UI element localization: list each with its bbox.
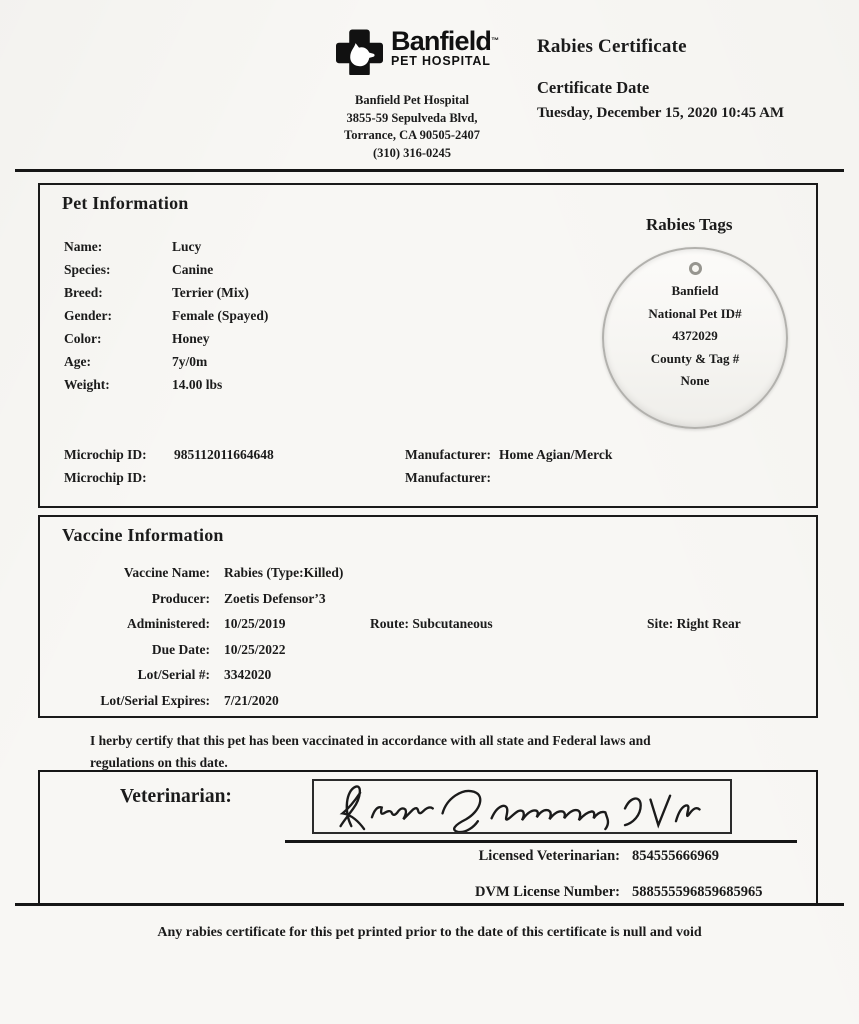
bottom-divider — [15, 903, 844, 906]
pet-information-title: Pet Information — [62, 193, 189, 213]
microchip-row — [64, 470, 804, 493]
signature-underline — [285, 840, 797, 843]
microchip-id-label: Microchip ID: — [64, 447, 147, 462]
row-label: Lot/Serial Expires: — [100, 692, 210, 708]
row-value: 7/21/2020 — [224, 692, 279, 708]
footer-note: Any rabies certificate for this pet printed prior to the date of this certificate is null and void — [157, 925, 702, 940]
trademark-symbol: ™ — [491, 36, 499, 45]
tag-line: County & Tag # — [650, 350, 740, 366]
row-label: Administered: — [127, 616, 210, 631]
clinic-city: Torrance, CA 90505-2407 — [344, 128, 480, 142]
microchip-row — [64, 447, 804, 470]
pet-field-species — [64, 262, 268, 285]
banfield-logo — [336, 28, 498, 75]
tag-hole-icon — [689, 262, 702, 275]
licensed-veterinarian-label: Licensed Veterinarian: — [478, 848, 620, 864]
tag-line: Banfield — [671, 283, 719, 298]
certification-statement: I herby certify that this pet has been vaccinated in accordance with all state and Federal laws and regulations on this date. — [90, 733, 651, 770]
vaccine-information-title: Vaccine Information — [62, 525, 224, 545]
vaccine-row-administered — [40, 616, 816, 642]
dvm-license-label: DVM License Number: — [475, 884, 620, 900]
tag-line: National Pet ID# — [648, 305, 742, 321]
rabies-tags-title: Rabies Tags — [646, 215, 733, 234]
pet-fields — [64, 239, 268, 400]
field-label: Breed: — [64, 285, 103, 300]
field-value: 7y/0m — [172, 354, 208, 369]
vaccine-row-due-date — [40, 642, 816, 668]
row-value: 3342020 — [224, 667, 272, 682]
brand-wordmark — [391, 28, 498, 68]
veterinarian-signature — [314, 781, 730, 832]
row-label: Vaccine Name: — [123, 565, 210, 580]
row-value: 10/25/2022 — [224, 641, 286, 657]
clinic-street: 3855-59 Sepulveda Blvd, — [346, 110, 478, 125]
vaccine-row-producer — [40, 591, 816, 617]
pet-field-weight — [64, 377, 268, 400]
row-value: Rabies (Type:Killed) — [224, 565, 344, 580]
row-label: Due Date: — [151, 641, 210, 657]
certificate-date-value: Tuesday, December 15, 2020 10:45 AM — [537, 105, 785, 121]
top-divider — [15, 169, 844, 172]
field-label: Color: — [64, 331, 102, 346]
tag-line: 4372029 — [672, 328, 718, 343]
field-value: Honey — [172, 331, 210, 346]
veterinarian-label: Veterinarian: — [120, 786, 232, 807]
field-label: Name: — [64, 239, 103, 254]
pet-field-age — [64, 354, 268, 377]
brand-tagline: PET HOSPITAL — [391, 54, 491, 68]
microchip-id-value: 985112011664648 — [174, 447, 274, 462]
clinic-address — [322, 92, 502, 162]
vaccine-row-name — [40, 565, 816, 591]
banfield-cross-paw-icon — [336, 28, 383, 75]
vaccine-information-section — [38, 515, 818, 718]
manufacturer-label: Manufacturer: — [405, 470, 491, 485]
field-label: Gender: — [64, 308, 112, 323]
clinic-name: Banfield Pet Hospital — [355, 93, 469, 107]
pet-field-name — [64, 239, 268, 262]
field-value: 14.00 lbs — [172, 377, 223, 392]
row-value: 10/25/2019 — [224, 616, 286, 631]
row-label: Producer: — [151, 590, 210, 606]
field-value: Female (Spayed) — [172, 308, 269, 323]
tag-line: None — [680, 373, 710, 388]
site-value: Site: Right Rear — [647, 616, 741, 631]
vaccine-rows — [40, 565, 816, 718]
pet-field-gender — [64, 308, 268, 331]
row-label: Lot/Serial #: — [137, 667, 210, 682]
vaccine-row-lot-serial — [40, 667, 816, 693]
brand-name: Banfield™ — [391, 26, 499, 56]
microchip-id-value — [174, 470, 405, 493]
signature-box — [312, 779, 732, 834]
pet-field-color — [64, 331, 268, 354]
rabies-tag — [602, 247, 788, 429]
certificate-date-label: Certificate Date — [537, 78, 650, 97]
dvm-license-number: 588555596859685965 — [632, 884, 763, 900]
certificate-title: Rabies Certificate — [537, 36, 687, 57]
field-label: Species: — [64, 262, 111, 277]
field-label: Weight: — [64, 377, 110, 392]
pet-field-breed — [64, 285, 268, 308]
manufacturer-value: Home Agian/Merck — [498, 447, 613, 462]
row-value: Zoetis Defensorʼ3 — [224, 590, 326, 606]
vaccine-row-lot-expires — [40, 693, 816, 719]
licensed-veterinarian-number: 854555666969 — [632, 848, 719, 864]
manufacturer-label: Manufacturer: — [405, 447, 491, 462]
field-label: Age: — [64, 354, 91, 369]
route-value: Route: Subcutaneous — [370, 616, 493, 631]
microchip-rows — [64, 447, 804, 493]
microchip-id-label: Microchip ID: — [64, 470, 147, 485]
field-value: Terrier (Mix) — [172, 285, 249, 300]
field-value: Canine — [172, 262, 214, 277]
field-value: Lucy — [172, 239, 202, 254]
dvm-license-row — [40, 884, 816, 901]
veterinarian-section — [38, 770, 818, 906]
licensed-veterinarian-row — [40, 848, 816, 865]
clinic-phone: (310) 316-0245 — [372, 145, 452, 160]
pet-information-section — [38, 183, 818, 508]
